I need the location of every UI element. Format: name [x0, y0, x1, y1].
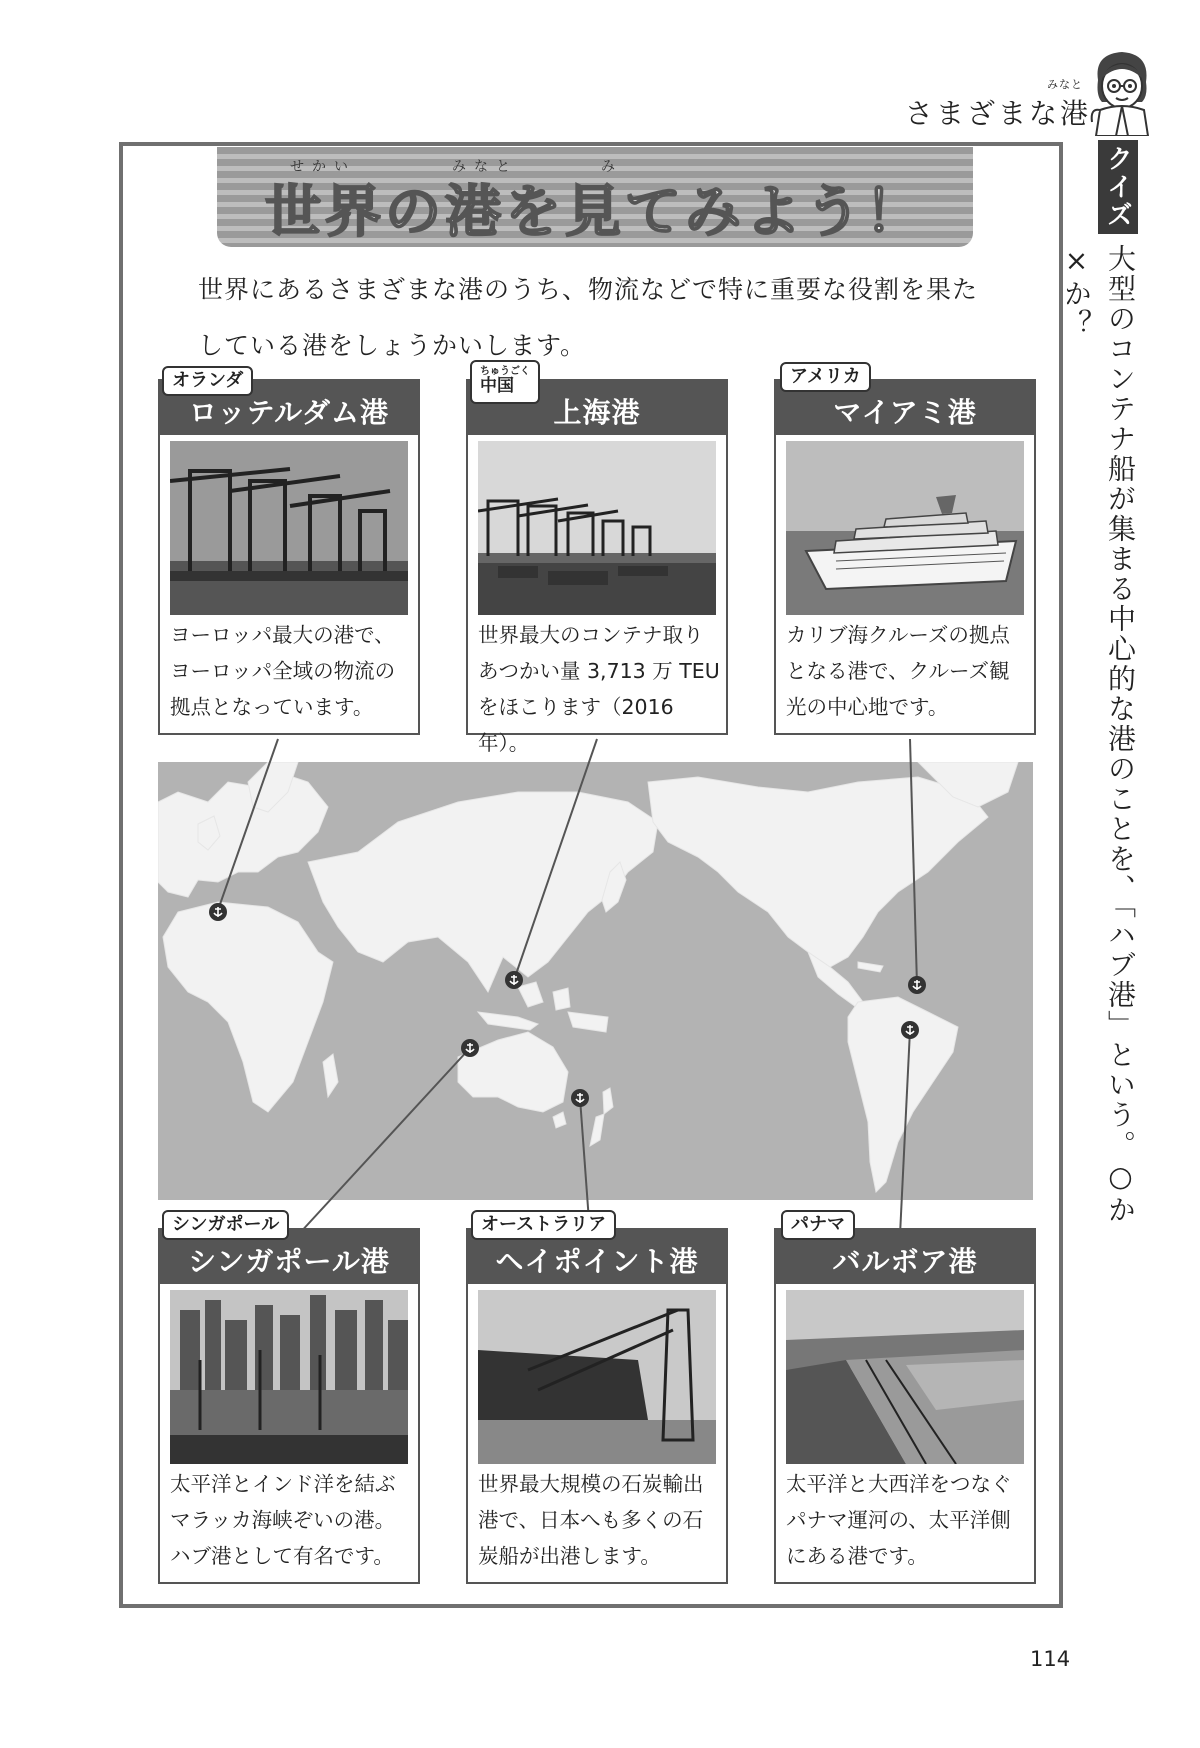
port-photo	[478, 1290, 716, 1464]
port-description: カリブ海クルーズの拠点 となる港で、クルーズ観 光の中心地です。	[786, 623, 1010, 719]
port-name: 上海港	[468, 381, 726, 435]
country-ruby: ちゅうごく	[480, 366, 530, 377]
port-name: マイアミ港	[776, 381, 1034, 435]
port-card-rotterdam	[158, 379, 420, 735]
port-card-miami	[774, 379, 1036, 735]
banner-ruby-3: み	[601, 159, 623, 175]
country-tag: アメリカ	[780, 362, 871, 392]
country-tag: パナマ	[781, 1210, 855, 1240]
intro-text	[198, 262, 998, 374]
banner-ruby-2: みなと	[452, 159, 518, 175]
mascot-illustration	[1086, 46, 1158, 136]
port-card-hay-point	[466, 1228, 728, 1584]
port-card-singapore	[158, 1228, 420, 1584]
port-description: 太平洋と大西洋をつなぐ パナマ運河の、太平洋側 にある港です。	[786, 1472, 1012, 1568]
port-description: 世界最大のコンテナ取り あつかい量 3,713 万 TEU をほこります（2016 年）。	[478, 623, 720, 755]
section-title-ruby: みなと	[1047, 78, 1084, 91]
port-name: バルボア港	[776, 1230, 1034, 1284]
port-photo	[786, 441, 1024, 615]
port-description: ヨーロッパ最大の港で、 ヨーロッパ全域の物流の 拠点となっています。	[170, 623, 396, 719]
world-map	[158, 762, 1033, 1200]
port-photo	[478, 441, 716, 615]
quiz-label: クイズ	[1098, 140, 1138, 234]
port-card-shanghai	[466, 379, 728, 755]
country-tag: オランダ	[162, 366, 253, 396]
port-name: シンガポール港	[160, 1230, 418, 1284]
port-photo	[786, 1290, 1024, 1464]
port-name: ロッテルダム港	[160, 381, 418, 435]
intro-line-1: 世界にあるさまざまな港のうち、物流などで特に重要な役割を果た	[198, 275, 979, 304]
country-tag: オーストラリア	[471, 1210, 616, 1240]
quiz-question: 大型のコンテナ船が集まる中心的な港のことを、「ハブ港」という。○か×か？	[1060, 244, 1137, 1225]
port-description: 太平洋とインド洋を結ぶ マラッカ海峡ぞいの港。 ハブ港として有名です。	[170, 1472, 396, 1568]
country-tag: シンガポール	[162, 1210, 289, 1240]
page-number: 114	[1030, 1647, 1071, 1671]
port-photo	[170, 1290, 408, 1464]
section-title: さまざまな港 みなと	[905, 78, 1092, 130]
intro-line-2: している港をしょうかいします。	[198, 331, 587, 360]
port-description: 世界最大規模の石炭輸出 港で、日本へも多くの石 炭船が出港します。	[478, 1472, 704, 1568]
page-title: 世界の港を見てみよう！	[265, 180, 925, 245]
country-tag: ちゅうごく 中国	[470, 360, 540, 404]
banner-ruby-1: せかい	[290, 159, 356, 175]
port-name: ヘイポイント港	[468, 1230, 726, 1284]
port-photo	[170, 441, 408, 615]
port-card-balboa	[774, 1228, 1036, 1584]
